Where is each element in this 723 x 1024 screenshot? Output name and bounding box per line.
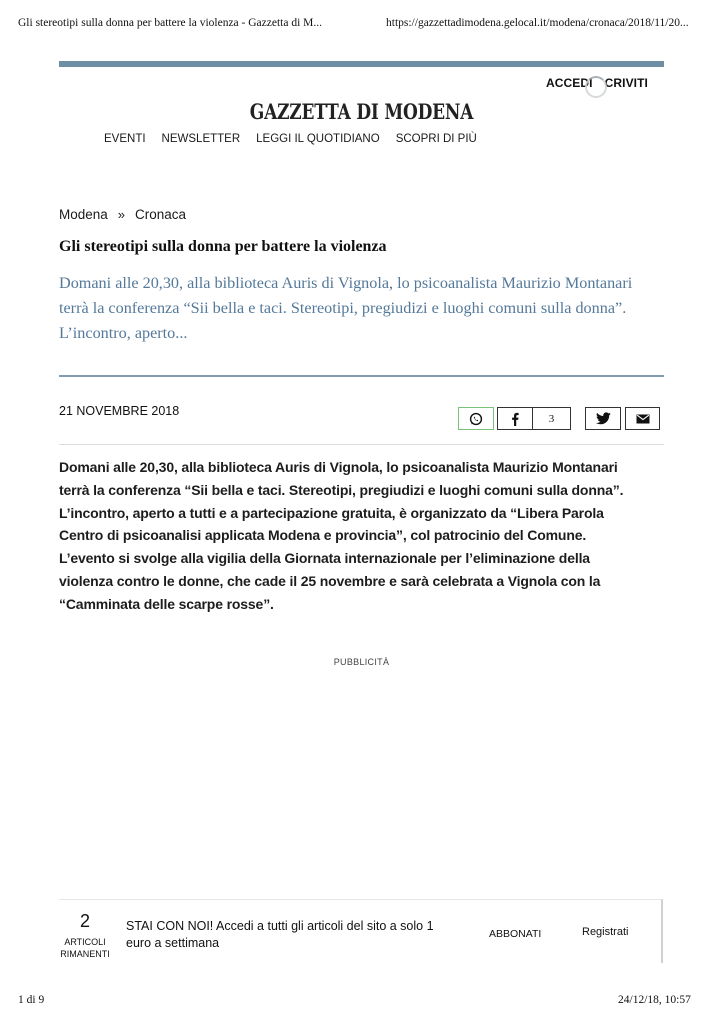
share-email-button[interactable] (625, 407, 660, 430)
article-body-line: Domani alle 20,30, alla biblioteca Auris di Vignola, lo psicoanalista Maurizio Montanari (59, 459, 618, 475)
whatsapp-icon (469, 412, 483, 426)
login-label: ACCEDI (546, 76, 593, 90)
print-datetime: 24/12/18, 10:57 (618, 994, 691, 1006)
remaining-label-line: ARTICOLI (64, 937, 106, 947)
article-body-line: L’evento si svolge alla vigilia della Giornata internazionale per l’eliminazione della (59, 550, 590, 567)
print-page-number: 1 di 9 (18, 994, 45, 1006)
share-count: 3 (533, 407, 571, 430)
ad-label: PUBBLICITÀ (333, 657, 390, 667)
paywall-message: STAI CON NOI! Accedi a tutti gli articoli del sito a solo 1 euro a settimana (126, 919, 434, 950)
article-body (59, 456, 664, 616)
divider (59, 444, 664, 445)
site-logo[interactable]: GAZZETTA DI MODENA (249, 100, 474, 125)
divider (59, 375, 664, 377)
main-nav (104, 133, 477, 145)
share-whatsapp-button[interactable] (458, 407, 494, 430)
share-twitter-button[interactable] (585, 407, 621, 430)
register-button[interactable]: Registrati (582, 926, 629, 938)
nav-item-scopri-di-piu[interactable]: SCOPRI DI PIÙ (395, 133, 477, 145)
article-title: Gli stereotipi sulla donna per battere la violenza (59, 238, 387, 255)
article-body-line: “Camminata delle scarpe rosse”. (59, 595, 274, 612)
remaining-label-line: RIMANENTI (60, 949, 110, 959)
print-page-title: Gli stereotipi sulla donna per battere la violenza - Gazzetta di M... (18, 17, 322, 29)
top-accent-bar (59, 61, 664, 67)
twitter-icon (596, 412, 611, 425)
article-date: 21 NOVEMBRE 2018 (59, 404, 180, 418)
remaining-articles-count: 2 (79, 911, 90, 931)
signup-label: CRIVITI (604, 76, 648, 90)
facebook-icon (510, 412, 520, 426)
article-body-line: L’incontro, aperto a tutti e a partecipazione gratuita, è organizzato da “Libera Parola (59, 504, 604, 521)
subscribe-button[interactable]: ABBONATI (489, 928, 542, 940)
article-lead: Domani alle 20,30, alla biblioteca Auris di Vignola, lo psicoanalista Maurizio Montanari terrà la conferenza “Sii bella e taci. Stereotipi, pregiudizi e luoghi comuni sulla donna”. L’incontro, aperto... (59, 274, 633, 342)
nav-item-newsletter[interactable]: NEWSLETTER (161, 133, 241, 145)
share-facebook-button[interactable] (497, 407, 533, 430)
breadcrumb-separator: » (117, 207, 126, 222)
article-body-line: Centro di psicoanalisi applicata Modena e provincia”, col patrocinio del Comune. (59, 527, 587, 544)
breadcrumb-subsection[interactable]: Cronaca (135, 207, 187, 222)
article-body-line: violenza contro le donne, che cade il 25 novembre e sarà celebrata a Vignola con la (59, 572, 601, 589)
nav-item-eventi[interactable]: EVENTI (104, 133, 146, 145)
loading-spinner-icon (585, 76, 607, 98)
nav-item-leggi-il-quotidiano[interactable]: LEGGI IL QUOTIDIANO (256, 133, 380, 145)
breadcrumb-section[interactable]: Modena (59, 207, 108, 222)
breadcrumb (59, 207, 186, 222)
print-page-url: https://gazzettadimodena.gelocal.it/modena/cronaca/2018/11/20... (386, 17, 689, 29)
email-icon (636, 414, 650, 424)
article-body-line: terrà la conferenza “Sii bella e taci. Stereotipi, pregiudizi e luoghi comuni sulla donna”. (59, 481, 624, 498)
remaining-articles-label (59, 936, 111, 960)
